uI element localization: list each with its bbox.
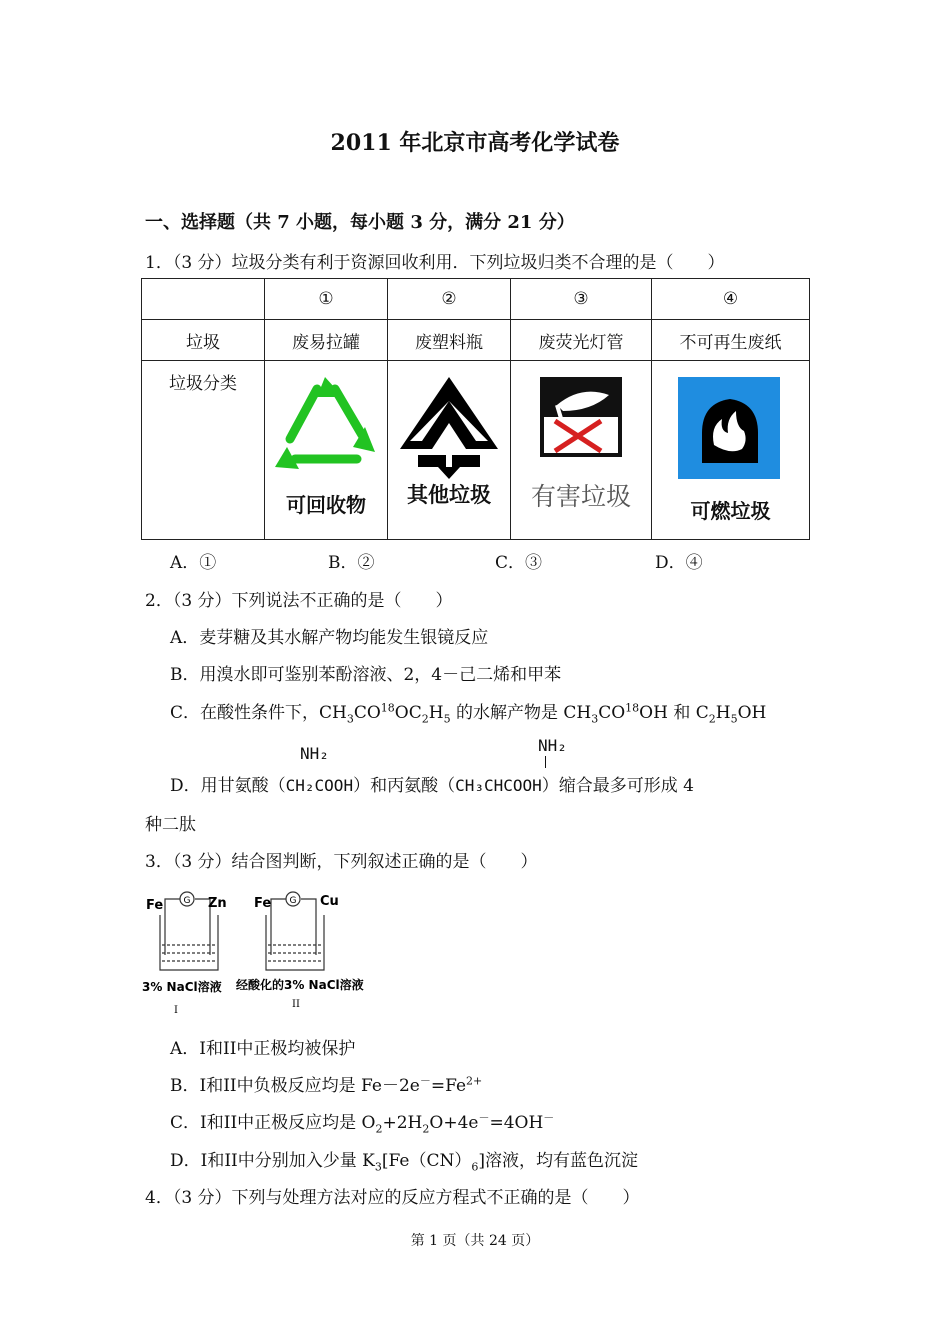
q4-stem: 4．（3 分）下列与处理方法对应的反应方程式不正确的是（ ） [145, 1188, 640, 1208]
alanine-formula: CH₃CHCOOH [455, 776, 542, 795]
q3-figure [140, 885, 400, 1020]
meter-1-label: G [183, 896, 191, 906]
page-footer: 第 1 页（共 24 页） [410, 1233, 540, 1249]
q1-table [141, 278, 810, 540]
sign-other [388, 361, 511, 540]
q2-stem: 2．（3 分）下列说法不正确的是（ ） [145, 591, 453, 611]
sign-caption-1: 可回收物 [286, 493, 366, 517]
sign-recyclable [265, 361, 388, 540]
cell2-right-electrode: Cu [320, 894, 339, 909]
q2-d-mid: ）和丙氨酸（ [353, 776, 456, 796]
other-waste-icon [388, 371, 510, 491]
cell1-solution: 3% NaCl溶液 [142, 980, 222, 994]
q2-option-c: C．在酸性条件下，$CH_3CO^{18}OC_2H_5$ 的水解产物是 $CH_3CO^{18}OH$ 和 $C_2H_5OH$ [170, 701, 767, 726]
q1-option-b: B．② [328, 553, 375, 573]
sign-caption-3: 有害垃圾 [530, 482, 631, 511]
row-label-garbage: 垃圾 [142, 320, 265, 361]
q3-option-a: A．I和II中正极均被保护 [170, 1039, 356, 1059]
flame-icon [652, 375, 809, 485]
q2-d-post: ）缩合最多可形成 4 [541, 776, 695, 796]
table-corner [142, 279, 265, 320]
sign-combustible [652, 361, 810, 540]
item-4: 不可再生废纸 [652, 320, 810, 361]
cell1-left-electrode: Fe [146, 898, 164, 913]
glycine-formula: CH₂COOH [285, 776, 354, 795]
cell1-number: I [174, 1005, 178, 1016]
sign-caption-4: 可燃垃圾 [690, 499, 771, 523]
item-3: 废荧光灯管 [511, 320, 652, 361]
item-2: 废塑料瓶 [388, 320, 511, 361]
row-label-category-text: 垃圾分类 [169, 374, 237, 394]
q2-option-b: B．用溴水即可鉴别苯酚溶液、2，4－己二烯和甲苯 [170, 665, 562, 685]
q3-stem: 3．（3 分）结合图判断，下列叙述正确的是（ ） [145, 852, 538, 872]
q1-option-a: A．① [170, 553, 217, 573]
cell2-solution: 经酸化的3% NaCl溶液 [236, 978, 364, 992]
q2-option-a: A．麦芽糖及其水解产物均能发生银镜反应 [170, 628, 489, 648]
meter-2-label: G [289, 896, 297, 906]
row-label-category [142, 361, 265, 540]
header-4: ④ [652, 279, 810, 320]
cell2-number: II [292, 999, 300, 1010]
header-1: ① [265, 279, 388, 320]
q3-option-d: D．I和II中分别加入少量 $K_3[Fe(CN)_6]$溶液，均有蓝色沉淀 [170, 1151, 638, 1174]
gly-nh2: NH₂ [300, 744, 329, 763]
section-heading: 一、选择题（共 7 小题，每小题 3 分，满分 21 分） [145, 212, 575, 233]
header-2: ② [388, 279, 511, 320]
page-title: 2011 年北京市高考化学试卷 [330, 130, 620, 156]
ala-bond [545, 756, 546, 768]
q2-option-d-cont: 种二肽 [145, 815, 196, 835]
q1-stem: 1．（3 分）垃圾分类有利于资源回收利用．下列垃圾归类不合理的是（ ） [145, 253, 725, 273]
cell2-left-electrode: Fe [254, 896, 272, 911]
q2-d-prefix: D．用甘氨酸（ [170, 776, 286, 796]
q3-option-b: B．I和II中负极反应均是 $Fe-2e^-=Fe^{2+}$ [170, 1074, 483, 1096]
q2-option-d [170, 771, 694, 796]
q2-c-prefix: C．在酸性条件下，CH [170, 703, 347, 723]
sign-caption-2: 其他垃圾 [407, 483, 491, 507]
q1-option-c: C．③ [495, 553, 543, 573]
q3-d-prefix: D．I和II中分别加入少量 K [170, 1151, 375, 1171]
ala-nh2: NH₂ [538, 736, 567, 755]
sign-hazard [511, 361, 652, 540]
item-1: 废易拉罐 [265, 320, 388, 361]
hazard-waste-icon [511, 375, 651, 475]
galvanic-cells-diagram [140, 885, 400, 1020]
q3-option-c: C．I和II中正极反应均是 $O_2+2H_2O+4e^-=4OH^-$ [170, 1111, 555, 1136]
q1-option-d: D．④ [655, 553, 703, 573]
cell1-right-electrode: Zn [208, 896, 227, 911]
header-3: ③ [511, 279, 652, 320]
recycle-icon [265, 367, 387, 497]
